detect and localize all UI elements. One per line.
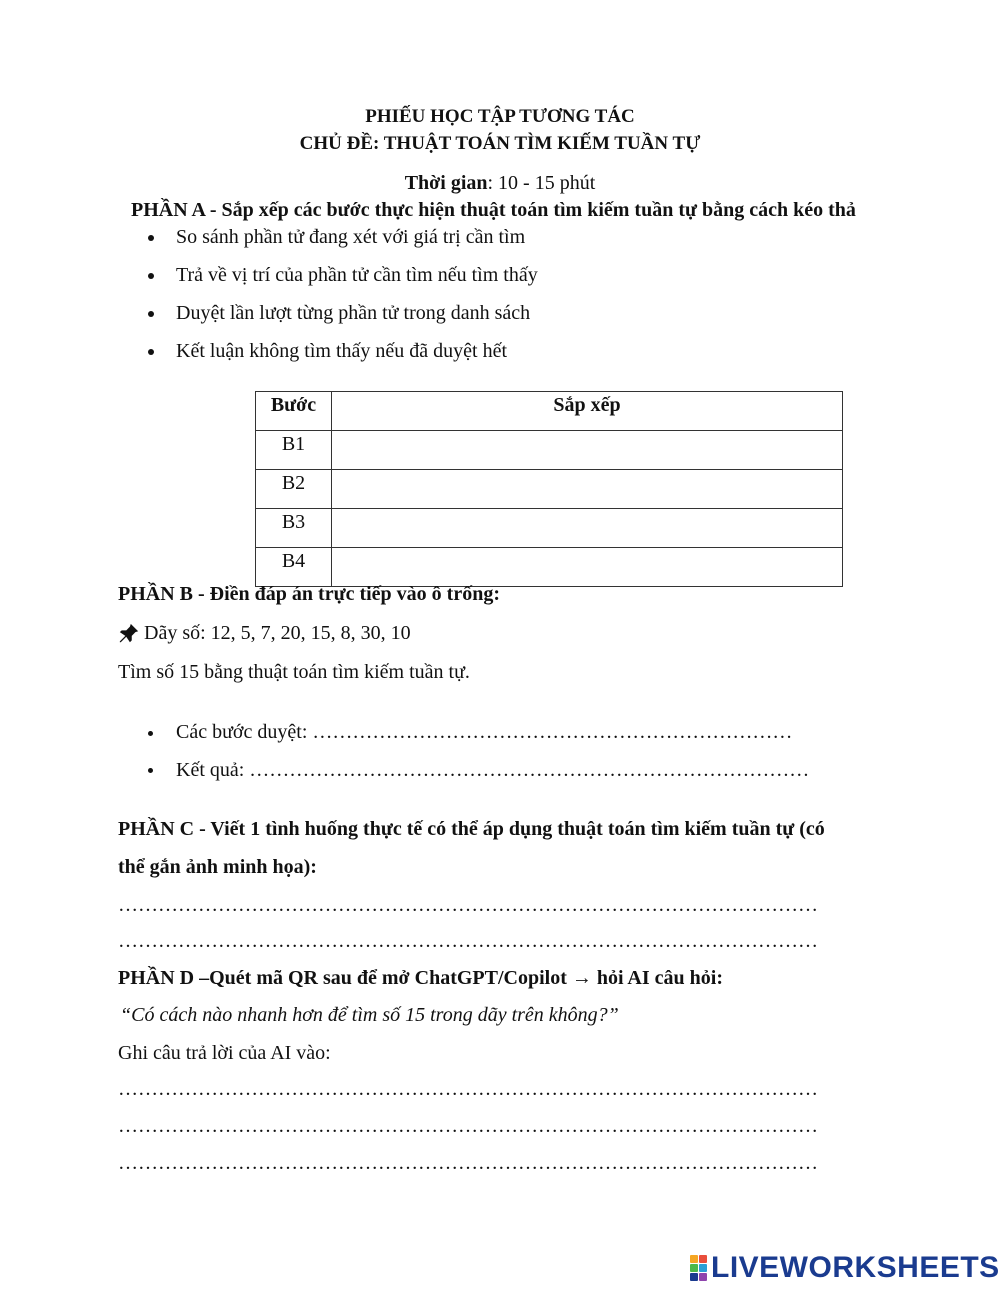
part-c-heading-line1: PHẦN C - Viết 1 tình huống thực tế có thể áp dụng thuật toán tìm kiếm tuần tự (có: [118, 818, 825, 840]
topic-title: CHỦ ĐỀ: THUẬT TOÁN TÌM KIẾM TUẦN TỰ: [299, 133, 701, 154]
step-label: B2: [256, 470, 332, 509]
answer-line[interactable]: ……………………………………………………………………………………………: [118, 1078, 818, 1100]
drop-slot[interactable]: [332, 470, 843, 509]
bullet-icon: [148, 273, 154, 279]
bullet-icon: [148, 768, 153, 773]
draggable-step[interactable]: So sánh phần tử đang xét với giá trị cần tìm: [176, 226, 526, 248]
liveworksheets-logo[interactable]: [690, 1250, 1000, 1286]
ai-question: “Có cách nào nhanh hơn để tìm số 15 trong dãy trên không?”: [120, 1004, 619, 1026]
table-row: [256, 470, 843, 509]
draggable-step[interactable]: Duyệt lần lượt từng phần tử trong danh sách: [176, 302, 531, 324]
column-header-order: Sắp xếp: [332, 392, 843, 431]
bullet-icon: [148, 731, 153, 736]
time-label: Thời gian: [404, 172, 488, 194]
page-title: PHIẾU HỌC TẬP TƯƠNG TÁC: [365, 106, 635, 127]
answer-line[interactable]: ……………………………………………………………………………………………: [118, 930, 818, 952]
table-row: [256, 548, 843, 587]
draggable-step[interactable]: Kết luận không tìm thấy nếu đã duyệt hết: [176, 340, 508, 362]
table-header-row: [256, 392, 843, 431]
time-value: : 10 - 15 phút: [487, 172, 596, 194]
task-text: Tìm số 15 bằng thuật toán tìm kiếm tuần tự.: [118, 661, 470, 683]
step-label: B3: [256, 509, 332, 548]
answer-line[interactable]: ……………………………………………………………………………………………: [118, 1115, 818, 1137]
part-a-heading: PHẦN A - Sắp xếp các bước thực hiện thuật toán tìm kiếm tuần tự bằng cách kéo thả: [131, 199, 856, 221]
column-header-step: Bước: [256, 392, 332, 431]
bullet-icon: [148, 235, 154, 241]
part-d-heading: PHẦN D –Quét mã QR sau để mở ChatGPT/Copilot → hỏi AI câu hỏi:: [118, 967, 723, 989]
answer-line[interactable]: ……………………………………………………………………………………………: [118, 894, 818, 916]
bullet-icon: [148, 311, 154, 317]
drop-slot[interactable]: [332, 548, 843, 587]
instruction-text: Ghi câu trả lời của AI vào:: [118, 1042, 331, 1064]
liveworksheets-logo-icon: [690, 1255, 707, 1281]
part-c-heading-line2: thể gắn ảnh minh họa):: [118, 856, 317, 878]
sequence-text: Dãy số: 12, 5, 7, 20, 15, 8, 30, 10: [144, 622, 411, 644]
drop-slot[interactable]: [332, 431, 843, 470]
steps-answer-field[interactable]: Các bước duyệt: ………………………………………………………………: [176, 721, 793, 743]
brand-name: LIVEWORKSHEETS: [711, 1251, 1000, 1284]
time-info: [0, 172, 1000, 195]
part-b-heading: PHẦN B - Điền đáp án trực tiếp vào ô trống:: [118, 583, 500, 605]
ordering-table: [255, 391, 843, 587]
sequence-line: [118, 622, 411, 645]
table-row: [256, 431, 843, 470]
result-answer-field[interactable]: Kết quả: …………………………………………………………………………: [176, 759, 810, 781]
pushpin-icon: [118, 623, 140, 645]
table-row: [256, 509, 843, 548]
step-label: B4: [256, 548, 332, 587]
drop-slot[interactable]: [332, 509, 843, 548]
step-label: B1: [256, 431, 332, 470]
answer-line[interactable]: ……………………………………………………………………………………………: [118, 1152, 818, 1174]
draggable-step[interactable]: Trả về vị trí của phần tử cần tìm nếu tìm thấy: [176, 264, 538, 286]
bullet-icon: [148, 349, 154, 355]
